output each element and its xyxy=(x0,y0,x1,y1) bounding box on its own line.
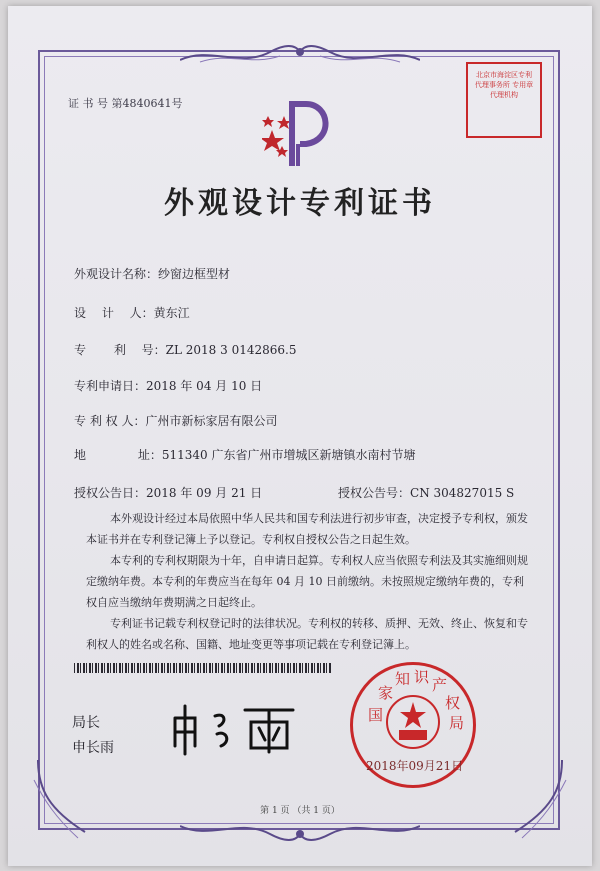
svg-text:局: 局 xyxy=(449,714,465,732)
agency-stamp-text: 北京市海淀区专利代理事务所 专用章 代理机构 xyxy=(474,71,534,99)
bottom-ornament xyxy=(180,818,420,848)
certificate-title: 外观设计专利证书 xyxy=(164,186,436,221)
field-label: 专利申请日： xyxy=(74,379,147,393)
field-application-date xyxy=(74,377,262,394)
field-value: 黄东江 xyxy=(153,306,190,320)
field-label: 设 计 人： xyxy=(74,306,154,320)
patent-office-logo xyxy=(262,96,342,168)
paragraph-grant: 本外观设计经过本局依照中华人民共和国专利法进行初步审查，决定授予专利权，颁发本证书并在专利登记簿上予以登记。专利权自授权公告之日起生效。 xyxy=(86,512,528,546)
svg-text:权: 权 xyxy=(445,694,461,712)
svg-text:国: 国 xyxy=(368,706,384,724)
field-value: 纱窗边框型材 xyxy=(158,267,231,281)
field-announcement-number xyxy=(338,484,514,501)
field-label: 授权公告号： xyxy=(338,486,411,500)
field-value: 2018 年 04 月 10 日 xyxy=(146,379,263,393)
field-label: 授权公告日： xyxy=(74,486,147,500)
field-label: 专 利 权 人： xyxy=(74,414,146,428)
field-design-name xyxy=(74,265,230,282)
field-value: 511340 广东省广州市增城区新塘镇水南村节塘 xyxy=(161,448,416,462)
director-name: 申长雨 xyxy=(72,740,114,756)
field-value: 广州市新标家居有限公司 xyxy=(145,414,278,428)
certificate-number: 证 书 号 第4840641号 xyxy=(68,97,183,110)
svg-text:家: 家 xyxy=(378,684,394,702)
director-title: 局长 xyxy=(72,715,100,731)
page-number: 第 1 页 （共 1 页） xyxy=(260,806,340,816)
svg-text:识: 识 xyxy=(414,668,430,686)
field-value: CN 304827015 S xyxy=(410,486,515,500)
field-value: ZL 2018 3 0142866.5 xyxy=(165,343,297,357)
seal-date: 2018年09月21日 xyxy=(366,759,464,773)
field-designer xyxy=(74,304,190,321)
agency-stamp xyxy=(466,62,542,138)
paragraph-register: 专利证书记载专利权登记时的法律状况。专利权的转移、质押、无效、终止、恢复和专利权人的姓名或名称、国籍、地址变更等事项记载在专利登记簿上。 xyxy=(86,617,528,651)
field-label: 专 利 号： xyxy=(74,343,166,357)
field-grant-date xyxy=(74,484,262,501)
top-ornament xyxy=(180,38,420,68)
field-patentee xyxy=(74,412,277,429)
field-label: 外观设计名称： xyxy=(74,267,159,281)
field-value: 2018 年 09 月 21 日 xyxy=(146,486,263,500)
handwritten-signature xyxy=(165,698,305,758)
field-label: 地 址： xyxy=(74,448,162,462)
svg-text:产: 产 xyxy=(432,676,448,694)
svg-text:知: 知 xyxy=(395,670,411,688)
corner-ornament-bl xyxy=(30,760,90,840)
barcode xyxy=(74,663,332,673)
corner-ornament-br xyxy=(510,760,570,840)
field-patent-number xyxy=(74,341,296,358)
paragraph-term: 本专利的专利权期限为十年，自申请日起算。专利权人应当依照专利法及其实施细则规定缴纳年费。本专利的年费应当在每年 04 月 10 日前缴纳。未按照规定缴纳年费的，专利权自应当缴纳年费期满之日起终止。 xyxy=(86,554,528,609)
field-address xyxy=(74,446,415,463)
